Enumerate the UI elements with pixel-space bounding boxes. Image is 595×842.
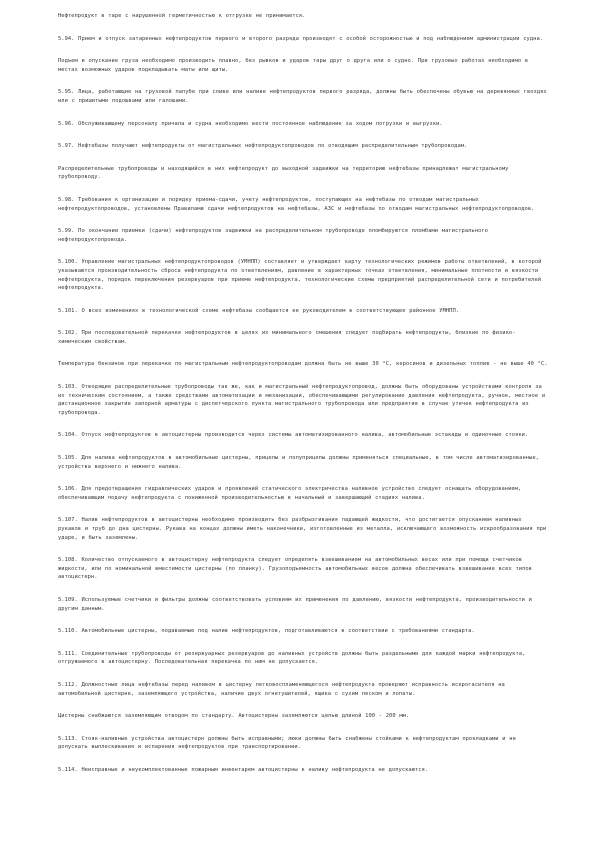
document-paragraph: 5.104. Отпуск нефтепродуктов в автоцистерны производится через системы автоматизированного налива, автомобильные эстакады и одиночные стояки. — [58, 432, 529, 439]
document-paragraph: Цистерны снабжаются заземляющим отводом по стандарту. Автоцистерны заземляются цепью длиной 100 - 200 мм. — [58, 713, 410, 720]
document-body — [58, 12, 548, 789]
document-paragraph: 5.102. При последовательной перекачке нефтепродуктов в целях их минимального смешения следует подбирать нефтепродукты, близкие по физико-химическим свойствам. — [58, 330, 516, 345]
document-paragraph: 5.109. Используемые счетчики и фильтры должны соответствовать условиям их применения по давлению, вязкости нефтепродукта, производительности и другим данным. — [58, 596, 532, 612]
document-paragraph: 5.107. Налив нефтепродуктов в автоцистерны необходимо производить без разбрызгивания падающей жидкости, что достигается опусканием наливных рукавов и труб до дна цистерны. Рукава на концах должны иметь наконечники, изготовленные из металла, исключающего возможность искрообразования при ударе, и быть заземлены. — [58, 517, 547, 541]
document-paragraph: 5.99. По окончании приемки (сдачи) нефтепродуктов задвижки на распределительном трубопроводе пломбируются пломбами магистрального нефтепродуктопровода. — [58, 228, 488, 243]
document-paragraph: 5.95. Лица, работающие на грузовой палубе при сливе или наливе нефтепродуктов первого разряда, должны быть обеспечены обувью на деревянных гвоздях или с пришитыми подошвами или галошами. — [58, 89, 547, 104]
document-paragraph: Распределительные трубопроводы и находящийся в них нефтепродукт до выходной задвижки на территорию нефтебазы принадлежат магистральному трубопроводу. — [58, 165, 509, 181]
document-paragraph: 5.94. Прием и отпуск затаренных нефтепродуктов первого и второго разряда производят с особой осторожностью и под наблюдением администрации судна. — [58, 35, 544, 42]
document-paragraph: Нефтепродукт в таре с нарушенной герметичностью к отгрузке не принимается. — [58, 13, 306, 19]
document-paragraph: 5.106. Для предотвращения гидравлических ударов и проявлений статического электричества наливное устройство следует оснащать оборудованием, обеспечивающим подачу нефтепродукта с пониженной производительностью в начальный и завершающий стадиях налива. — [58, 486, 522, 501]
document-paragraph: 5.112. Должностные лица нефтебазы перед наливом в цистерну легковоспламеняющегося нефтепродукта проверяют исправность искрогасителя на автомобильной цистерне, заземляющего устройства, наличие двух огнетушителей, ящика с сухим песком и лопаты. — [58, 681, 505, 697]
document-paragraph: 5.103. Отводящие распределительные трубопроводы так же, как и магистральный нефтепродуктопровод, должны быть оборудованы устройствами контроля за их техническим состоянием, а также средствами автоматизации и механизации, обеспечивающими регулирование давления нефтепродукта, ручное, местное и дистанционное закрытие запорной арматуры с диспетчерского пункта магистрального трубопровода или предприятия в случае утечек нефтепродукта из трубопровода. — [58, 384, 546, 416]
document-paragraph: Подъем и опускание груза необходимо производить плавно, без рывков и ударов тары друг о друга или о судно. При грузовых работах необходимо в местах возможных ударов подкладывать маты или щиты. — [58, 58, 529, 73]
document-paragraph: 5.108. Количество отпускаемого в автоцистерну нефтепродукта следует определять взвешиванием на автомобильных весах или при помощи счетчиков жидкости, или по номинальной вместимости цистерны (по планку). Грузоподъемность автомобильных весов должна обеспечивать взвешивание всех типов автоцистерн. — [58, 557, 532, 581]
document-paragraph: 5.97. Нефтебазы получают нефтепродукты от магистральных нефтепродуктопроводов по отводящим распределительным трубопроводам. — [58, 143, 468, 150]
document-paragraph: 5.96. Обслуживающему персоналу причала и судна необходимо вести постоянное наблюдение за ходом погрузки и выгрузки. — [58, 120, 443, 127]
document-paragraph: 5.110. Автомобильные цистерны, подаваемые под налив нефтепродуктов, подготавливаются в соответствии с требованиями стандарта. — [58, 628, 475, 635]
document-paragraph: 5.101. О всех изменениях в технологической схеме нефтебазы сообщается ее руководителем в соответствующее районное УМНПП. — [58, 307, 460, 314]
document-paragraph: 5.113. Стояк-наливные устройства автоцистерн должны быть исправными; люки должны быть снабжены стойками к нефтепродуктам прокладками и не допускать выплескивания и испарения нефтепродуктов при транспортировании. — [58, 735, 516, 751]
document-paragraph: 5.100. Управление магистральных нефтепродуктопроводов (УМНПП) составляет и утверждает карту технологических режимов работы ответвлений, в которой указываются производительность сброса нефтепродукта по ответвлениям, давление в характерных точках ответвления, минимальные плотности и вязкости нефтепродукта, порядок переключения резервуаров при приеме нефтепродукта, технологические схемы предприятий распределительной сети и потребителей нефтепродукта. — [58, 259, 542, 292]
document-paragraph: 5.105. Для налива нефтепродуктов в автомобильные цистерны, прицепы и полуприцепы должны применяться специальные, в том числе автоматизированные, устройства верхнего и нижнего налива. — [58, 455, 539, 470]
document-paragraph: Температура бензинов при перекачке по магистральным нефтепродуктопроводам должна быть не выше 30 °С, керосинов и дизельных топлив - не выше 40 °С. — [58, 361, 548, 368]
document-paragraph: 5.111. Соединительные трубопроводы от резервуарных резервуаров до наливных устройств должны быть раздельными для каждой марки нефтепродукта, отгружаемого в автоцистерну. Последовательная перекачка по ним не допускается. — [58, 650, 526, 666]
document-paragraph: 5.98. Требования к организации и порядку приема-сдачи, учету нефтепродуктов, поступающих на нефтебазы по отводам магистральных нефтепродуктопроводов, установлены Правилами сдачи нефтепродуктов на нефтебазы, АЗС и нефтебазы по отводам магистральных нефтепродуктопроводов. — [58, 196, 535, 212]
document-paragraph: 5.114. Неисправные и неукомплектованные пожарным инвентарем автоцистерны к наливу нефтепродукта не допускаются. — [58, 766, 429, 773]
